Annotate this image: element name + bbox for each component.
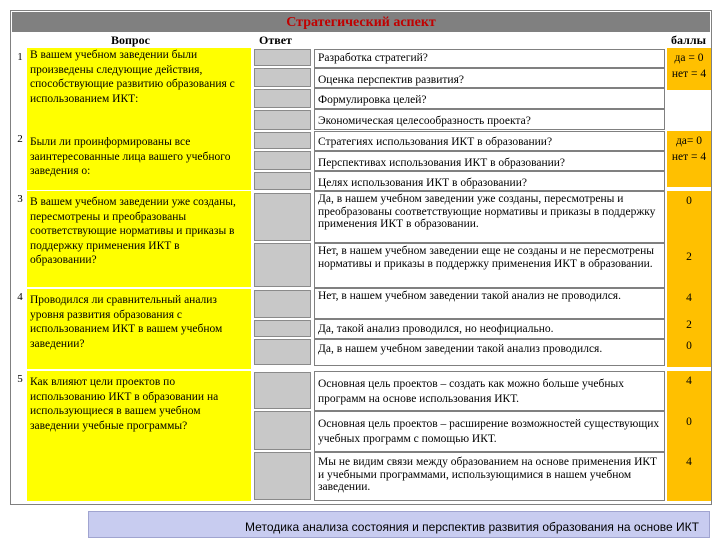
question-number: 3 [17,193,23,205]
option-text: Оценка перспектив развития? [314,68,665,88]
table-title: Стратегический аспект [286,15,436,30]
question-text: В вашем учебном заведении были произведены следующие действия, способствующие развитию образования с использованием ИКТ: [27,48,251,132]
score-value: да = 0 [674,52,704,64]
option-text: Формулировка целей? [314,88,665,109]
answer-field[interactable] [254,452,311,500]
option-text: Стратегиях использования ИКТ в образовании? [314,131,665,151]
column-header-score: баллы [671,33,706,47]
score-value: 0 [686,340,692,352]
score-cell [667,131,711,187]
answer-field[interactable] [254,110,311,130]
question-number: 1 [17,51,23,63]
option-text: Экономическая целесообразность проекта? [314,109,665,130]
score-value: 4 [686,375,692,387]
option-text: Да, такой анализ проводился, но неофициально. [314,319,665,339]
answer-field[interactable] [254,411,311,450]
question-text: В вашем учебном заведении уже созданы, пересмотрены и преобразованы соответствующие нормативы и приказы в поддержку применения ИКТ в образовании? [27,191,251,287]
option-text: Мы не видим связи между образованием на основе применения ИКТ и учебными программами, использующимися в нашем учебном заведении. [314,452,665,501]
column-header-question: Вопрос [111,33,150,47]
option-text: Перспективах использования ИКТ в образовании? [314,151,665,171]
table-title-bar [12,12,710,32]
answer-field[interactable] [254,339,311,365]
option-text: Основная цель проектов – создать как можно больше учебных программ на основе использования ИКТ. [314,371,665,411]
answer-field[interactable] [254,172,311,190]
answer-field[interactable] [254,290,311,318]
survey-table [10,10,712,505]
column-header-answer: Ответ [259,33,292,47]
question-text: Как влияют цели проектов по использованию ИКТ в образовании на использующиеся в вашем учебном заведении учебные программы? [27,371,251,501]
option-text: Основная цель проектов – расширение возможностей существующих учебных программ с помощью ИКТ. [314,411,665,452]
footer-banner [88,511,710,538]
answer-field[interactable] [254,320,311,337]
score-cell [667,48,711,90]
question-number: 5 [17,373,23,385]
option-text: Нет, в нашем учебном заведении такой анализ не проводился. [314,288,665,319]
question-text: Были ли проинформированы все заинтересованные лица вашего учебного заведения о: [27,131,251,190]
score-value: 4 [686,456,692,468]
score-value: 0 [686,416,692,428]
footer-text: Методика анализа состояния и перспектив развития образования на основе ИКТ [245,520,699,534]
question-text: Проводился ли сравнительный анализ уровня развития образования с использованием ИКТ в вашем учебном заведении? [27,289,251,369]
answer-field[interactable] [254,243,311,287]
answer-field[interactable] [254,132,311,149]
score-value: нет = 4 [671,68,707,80]
score-cell [667,371,711,501]
option-text: Да, в нашем учебном заведении уже созданы, пересмотрены и преобразованы соответствующие нормативы и приказы в поддержку применения ИКТ в образовании. [314,191,665,243]
answer-field[interactable] [254,372,311,409]
answer-field[interactable] [254,49,311,66]
score-value: 2 [686,319,692,331]
score-value: 2 [686,251,692,263]
option-text: Разработка стратегий? [314,49,665,68]
answer-field[interactable] [254,151,311,170]
score-value: нет = 4 [671,151,707,163]
score-cell [667,289,711,367]
score-value: да= 0 [675,135,703,147]
option-text: Целях использования ИКТ в образовании? [314,171,665,191]
score-cell [667,191,711,291]
question-number: 2 [17,133,23,145]
answer-field[interactable] [254,68,311,87]
answer-field[interactable] [254,193,311,241]
option-text: Нет, в нашем учебном заведении еще не созданы и не пересмотрены нормативы и приказы в поддержку применения ИКТ в образовании. [314,243,665,288]
option-text: Да, в нашем учебном заведении такой анализ проводился. [314,339,665,366]
score-value: 4 [686,292,692,304]
answer-field[interactable] [254,89,311,108]
score-value: 0 [686,195,692,207]
question-number: 4 [17,291,23,303]
